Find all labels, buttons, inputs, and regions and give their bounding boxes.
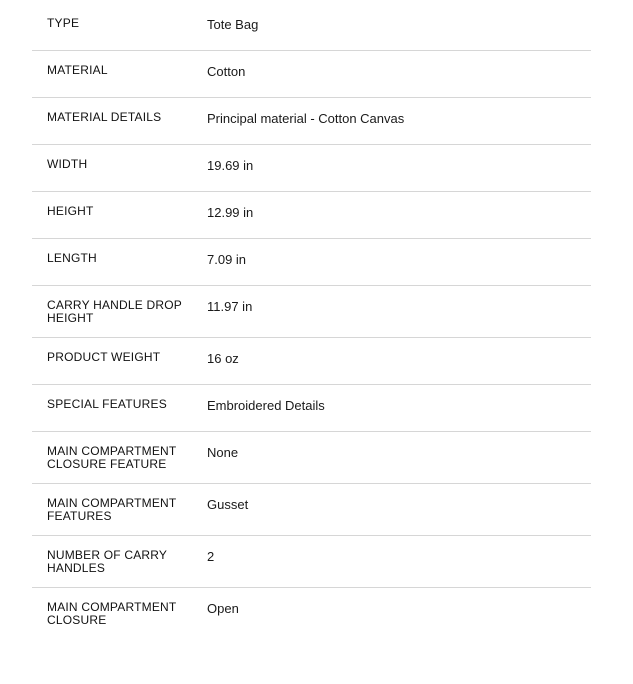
spec-row-number-of-carry-handles xyxy=(32,536,591,588)
spec-value: None xyxy=(207,445,239,460)
spec-value: Tote Bag xyxy=(207,17,259,32)
spec-value: 12.99 in xyxy=(207,205,254,220)
spec-label: MAIN COMPARTMENT CLOSURE FEATURE xyxy=(47,444,177,471)
spec-row-type xyxy=(32,4,591,51)
spec-row-main-compartment-features xyxy=(32,484,591,536)
spec-label: MATERIAL DETAILS xyxy=(47,110,162,124)
spec-row-main-compartment-closure-feature xyxy=(32,432,591,484)
spec-row-height xyxy=(32,192,591,239)
spec-value: 16 oz xyxy=(207,351,239,366)
spec-label: PRODUCT WEIGHT xyxy=(47,350,161,364)
product-specifications-table xyxy=(32,4,591,639)
spec-value: 11.97 in xyxy=(207,299,253,314)
spec-label: MAIN COMPARTMENT CLOSURE xyxy=(47,600,177,627)
spec-value: Open xyxy=(207,601,239,616)
spec-value: 7.09 in xyxy=(207,252,247,267)
spec-label: SPECIAL FEATURES xyxy=(47,397,167,411)
spec-value: Gusset xyxy=(207,497,249,512)
spec-row-main-compartment-closure xyxy=(32,588,591,639)
spec-label: CARRY HANDLE DROP HEIGHT xyxy=(47,298,182,325)
spec-value: Cotton xyxy=(207,64,246,79)
spec-label: MATERIAL xyxy=(47,63,108,77)
spec-row-product-weight xyxy=(32,338,591,385)
spec-label: WIDTH xyxy=(47,157,88,171)
spec-value: Embroidered Details xyxy=(207,398,325,413)
spec-row-special-features xyxy=(32,385,591,432)
spec-row-carry-handle-drop-height xyxy=(32,286,591,338)
spec-row-width xyxy=(32,145,591,192)
spec-value: Principal material - Cotton Canvas xyxy=(207,111,405,126)
spec-label: TYPE xyxy=(47,16,80,30)
spec-row-material-details xyxy=(32,98,591,145)
spec-value: 2 xyxy=(207,549,215,564)
spec-row-material xyxy=(32,51,591,98)
spec-row-length xyxy=(32,239,591,286)
spec-label: NUMBER OF CARRY HANDLES xyxy=(47,548,167,575)
spec-label: LENGTH xyxy=(47,251,97,265)
spec-label: HEIGHT xyxy=(47,204,94,218)
spec-label: MAIN COMPARTMENT FEATURES xyxy=(47,496,177,523)
spec-value: 19.69 in xyxy=(207,158,254,173)
